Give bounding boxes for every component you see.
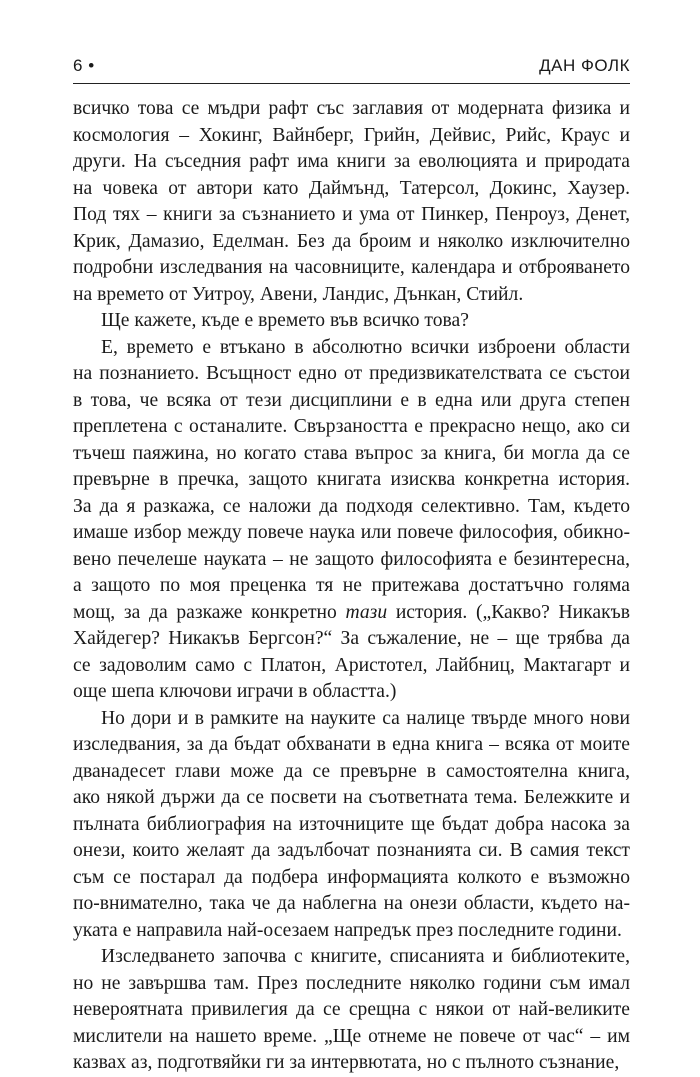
page-number: 6 [73, 56, 83, 75]
text-line: космология – Хокинг, Вайнберг, Грийн, Дейвис, Рийс, Краус и [73, 124, 630, 146]
text-line: още шепа ключови играчи в областта.) [73, 681, 397, 702]
text-line: пълната библиография на източниците ще бъдат добра насока за [73, 813, 630, 835]
page-number-group [73, 56, 95, 76]
paragraph [73, 706, 630, 945]
text-line: Под тях – книги за съзнанието и ума от Пинкер, Пенроуз, Денет, [73, 204, 630, 225]
text-line: тъчеш паяжина, но когато става въпрос за книга, би могла да се [73, 442, 630, 464]
text-line: дванадесет глави може да се превърне в самостоятелна книга, [73, 760, 630, 782]
text-line: други. На съседния рафт има книги за еволюцията и природата [73, 151, 630, 172]
text-line: а защото по моя преценка тя не притежава достатъчно голяма [73, 575, 630, 596]
text-line: имаше избор между повече наука или повече философия, обикно- [73, 522, 630, 543]
text-line: на човека от автори като Даймънд, Татерсол, Докинс, Хаузер. [73, 177, 630, 199]
text-line: всичко това се мъдри рафт със заглавия от модерната физика и [73, 98, 630, 119]
paragraph [73, 335, 630, 706]
text-line: на времето от Уитроу, Авени, Ландис, Дънкан, Стийл. [73, 283, 524, 305]
header-rule [73, 83, 630, 84]
text-line: казвах аз, подготвяйки ги за интервютата, но с пълното съзнание, [73, 1052, 620, 1073]
text-line: мислители на нашето време. „Ще отнеме не повече от час“ – им [73, 1025, 630, 1047]
text-line: Крик, Дамазио, Еделман. Без да броим и няколко изключително [73, 230, 630, 252]
text-line: преплетена с останалите. Свързаността е прекрасно нещо, ако си [73, 416, 630, 437]
text-line: се задоволим само с Платон, Аристотел, Лайбниц, Мактагарт и [73, 654, 630, 676]
text-line: Е, времето е втъкано в абсолютно всички изброени области [101, 336, 630, 358]
page-body-text [73, 96, 630, 1077]
header-separator: • [88, 56, 95, 75]
paragraph [73, 944, 630, 1077]
text-line: съм се постарал да подбера информацията колкото е възможно [73, 866, 630, 888]
running-head-author: ДАН ФОЛК [539, 56, 630, 75]
text-line: уката е направила най-осезаем напредък през последните години. [73, 919, 622, 941]
text-line: превърне в пречка, защото книгата изисква конкретна история. [73, 469, 630, 490]
text-line: Изследването започва с книгите, списанията и библиотеките, [101, 946, 630, 967]
running-header [73, 50, 630, 76]
text-line: на познанието. Всъщност едно от предизвикателствата се състои [73, 363, 630, 384]
text-line: Но дори и в рамките на науките са налице твърде много нови [101, 707, 630, 729]
text-line: За да я разкажа, се наложи да подходя селективно. Там, където [73, 495, 630, 517]
text-line: но не завършва там. През последните няколко години съм имал [73, 972, 630, 994]
text-line: подробни изследвания на часовниците, календара и отброяването [73, 257, 630, 278]
text-line: изследвания, за да бъдат обхванати в една книга – всяка от моите [73, 734, 630, 755]
text-line: вено печелеше науката – не защото философията е безинтересна, [73, 548, 630, 570]
text-line: по-внимателно, така че да наблегна на онези области, където на- [73, 893, 630, 914]
text-line: Хайдегер? Никакъв Бергсон?“ За съжаление, не – ще трябва да [73, 628, 630, 649]
text-line: в това, че всяка от тези дисциплини е в една или друга степен [73, 389, 630, 411]
text-line: ако някой държи да се посвети на съответната тема. Бележките и [73, 787, 630, 808]
text-line: мощ, за да разкаже конкретно тази история. („Какво? Никакъв [73, 601, 630, 623]
text-line: онези, които желаят да задълбочат познанията си. В самия текст [73, 840, 630, 861]
text-line: невероятната привилегия да се срещна с някои от най-великите [73, 999, 630, 1020]
text-line: Ще кажете, къде е времето във всичко това? [101, 310, 469, 331]
paragraph [73, 308, 630, 335]
paragraph [73, 96, 630, 308]
emphasis: тази [345, 601, 388, 623]
